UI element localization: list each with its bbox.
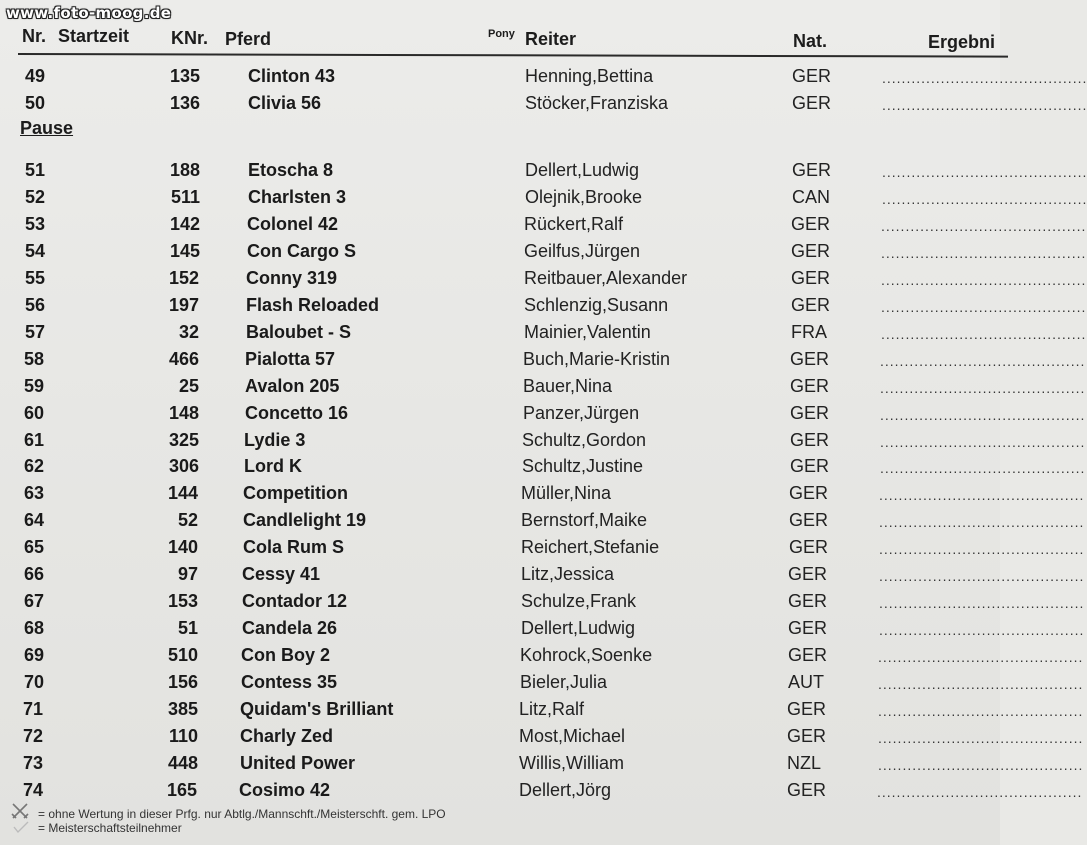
horse-number: 25 [178, 375, 199, 396]
rider-name: Bieler,Julia [520, 672, 608, 693]
header-reiter: Reiter [525, 29, 577, 49]
horse-name: Competition [243, 483, 348, 504]
horse-name: Etoscha 8 [248, 160, 334, 180]
header-divider [18, 53, 1008, 58]
horse-name: Pialotta 57 [245, 348, 336, 369]
horse-name: Candela 26 [242, 618, 338, 639]
table-row [0, 66, 1087, 88]
rider-name: Müller,Nina [521, 483, 612, 504]
nationality: GER [791, 267, 831, 288]
start-number: 61 [24, 429, 45, 450]
horse-number: 165 [166, 779, 197, 800]
table-row [0, 591, 1085, 613]
nationality: GER [787, 725, 827, 746]
horse-name: Concetto 16 [245, 402, 349, 423]
rider-name: Mainier,Valentin [524, 321, 651, 342]
table-row [0, 213, 1087, 236]
rider-name: Henning,Bettina [525, 66, 654, 86]
table-row [0, 348, 1086, 371]
start-number: 65 [24, 537, 45, 558]
result-blank: .......................................... [882, 164, 1087, 180]
start-number: 50 [25, 93, 46, 113]
rider-name: Schulze,Frank [521, 591, 637, 612]
table-row [0, 699, 1084, 721]
header-nat: Nat. [793, 31, 828, 51]
rider-name: Rückert,Ralf [524, 213, 624, 234]
rider-name: Reitbauer,Alexander [524, 267, 688, 288]
rider-name: Geilfus,Jürgen [524, 240, 641, 261]
nationality: GER [788, 618, 828, 639]
result-blank: .......................................... [882, 70, 1087, 86]
table-row [0, 752, 1084, 775]
nationality: GER [790, 456, 830, 477]
horse-number: 325 [168, 429, 199, 450]
horse-name: Cosimo 42 [239, 779, 331, 800]
result-blank: .......................................... [879, 568, 1085, 585]
start-number: 67 [24, 591, 45, 612]
horse-number: 153 [167, 591, 198, 612]
start-number: 62 [24, 456, 45, 477]
header-pony: Pony [488, 28, 515, 40]
start-number: 68 [24, 618, 45, 639]
rider-name: Dellert,Ludwig [521, 618, 636, 639]
horse-number: 145 [169, 240, 200, 261]
crossed-swords-icon [10, 802, 30, 820]
nationality: NZL [787, 752, 822, 773]
horse-number: 140 [167, 537, 198, 558]
rider-name: Litz,Jessica [521, 564, 615, 585]
legend-line-1: = ohne Wertung in dieser Prfg. nur Abtlg./Mannschft./Meisterschft. gem. LPO [38, 807, 446, 821]
horse-name: Baloubet - S [246, 321, 352, 342]
horse-name: Flash Reloaded [246, 294, 380, 315]
horse-number: 136 [169, 93, 200, 113]
result-blank: .......................................... [880, 406, 1086, 423]
horse-number: 152 [168, 267, 199, 288]
horse-name: Charlsten 3 [248, 186, 347, 207]
table-row [0, 321, 1087, 344]
start-number: 52 [25, 186, 46, 207]
rider-name: Most,Michael [519, 725, 626, 746]
result-blank: .......................................... [879, 541, 1085, 558]
horse-number: 511 [170, 186, 200, 207]
horse-name: Charly Zed [240, 725, 334, 746]
start-number: 57 [25, 321, 46, 342]
horse-name: United Power [240, 752, 356, 773]
horse-name: Con Boy 2 [241, 645, 331, 666]
horse-name: Clivia 56 [248, 93, 322, 113]
nationality: GER [792, 160, 832, 180]
horse-name: Con Cargo S [247, 240, 357, 261]
result-blank: .......................................... [878, 729, 1084, 746]
start-number: 66 [24, 564, 45, 585]
horse-number: 135 [169, 66, 200, 86]
nationality: GER [789, 510, 829, 531]
horse-number: 52 [177, 510, 198, 531]
table-row [0, 564, 1085, 586]
horse-number: 110 [168, 725, 198, 746]
start-number: 69 [24, 645, 45, 666]
result-blank: .......................................... [877, 783, 1083, 800]
horse-name: Lord K [244, 456, 302, 477]
result-blank: .......................................... [881, 244, 1087, 261]
result-blank: .......................................... [881, 217, 1087, 234]
horse-name: Candlelight 19 [243, 510, 367, 531]
horse-name: Cessy 41 [242, 564, 321, 585]
rider-name: Dellert,Ludwig [525, 160, 640, 180]
rider-name: Bernstorf,Maike [521, 510, 648, 531]
result-blank: .......................................... [878, 756, 1084, 773]
nationality: AUT [788, 672, 824, 693]
start-number: 59 [24, 375, 45, 396]
rider-name: Olejnik,Brooke [525, 186, 643, 207]
horse-name: Conny 319 [246, 267, 338, 288]
result-blank: .......................................... [878, 676, 1084, 693]
start-number: 64 [24, 510, 45, 531]
start-number: 58 [24, 348, 45, 369]
horse-number: 142 [169, 213, 200, 234]
nationality: GER [792, 93, 832, 113]
table-row [0, 429, 1086, 452]
result-blank: .......................................... [881, 325, 1087, 342]
result-blank: .......................................... [879, 595, 1085, 612]
horse-name: Colonel 42 [247, 213, 339, 234]
result-blank: .......................................... [882, 190, 1087, 207]
start-number: 71 [23, 699, 44, 719]
result-blank: .......................................... [880, 379, 1086, 396]
start-number: 70 [24, 672, 45, 693]
rider-name: Willis,William [519, 752, 624, 773]
header-knr: KNr. [171, 28, 209, 48]
nationality: GER [788, 564, 828, 585]
result-blank: .......................................... [879, 487, 1085, 504]
horse-number: 97 [177, 564, 198, 585]
start-number: 55 [25, 267, 46, 288]
header-startzeit: Startzeit [58, 26, 130, 46]
result-blank: .......................................... [878, 703, 1084, 719]
rider-name: Panzer,Jürgen [523, 402, 640, 423]
start-number: 74 [23, 779, 44, 800]
nationality: GER [789, 483, 829, 504]
result-blank: .......................................... [879, 514, 1085, 531]
result-blank: .......................................... [881, 271, 1087, 288]
nationality: GER [788, 591, 828, 612]
rider-name: Schultz,Justine [522, 456, 644, 477]
table-row [0, 510, 1085, 532]
horse-number: 306 [168, 456, 199, 477]
horse-number: 466 [168, 348, 199, 369]
table-row [0, 618, 1085, 640]
start-number: 51 [25, 160, 46, 180]
table-row [0, 779, 1083, 802]
rider-name: Buch,Marie-Kristin [523, 348, 671, 369]
start-number: 73 [23, 752, 44, 773]
horse-number: 144 [167, 483, 198, 504]
horse-number: 385 [167, 699, 198, 719]
horse-number: 197 [168, 294, 199, 315]
table-row [0, 267, 1087, 290]
result-blank: .......................................... [879, 622, 1085, 639]
start-number: 54 [25, 240, 46, 261]
header-ergebnis: Ergebni [928, 32, 996, 52]
table-row [0, 483, 1085, 505]
table-row [0, 160, 1087, 182]
start-number: 63 [24, 483, 45, 504]
horse-name: Clinton 43 [248, 66, 336, 86]
horse-name: Cola Rum S [243, 537, 345, 558]
nationality: GER [791, 240, 831, 261]
rider-name: Reichert,Stefanie [521, 537, 660, 558]
nationality: GER [790, 375, 830, 396]
horse-name: Avalon 205 [245, 375, 340, 396]
nationality: FRA [791, 321, 827, 342]
horse-number: 156 [167, 672, 198, 693]
horse-name: Contess 35 [241, 672, 338, 693]
nationality: GER [790, 348, 830, 369]
nationality: GER [790, 429, 830, 450]
table-row [0, 725, 1084, 748]
start-number: 60 [24, 402, 45, 423]
result-blank: .......................................... [882, 97, 1087, 113]
horse-number: 148 [168, 402, 199, 423]
nationality: GER [791, 294, 831, 315]
nationality: GER [789, 537, 829, 558]
rider-name: Kohrock,Soenke [520, 645, 653, 666]
horse-number: 188 [169, 160, 200, 180]
horse-name: Contador 12 [242, 591, 348, 612]
horse-name: Lydie 3 [244, 429, 306, 450]
legend-line-2: = Meisterschaftsteilnehmer [38, 821, 182, 835]
table-row [0, 456, 1086, 478]
watermark: www.foto-moog.de [6, 4, 172, 22]
table-row [0, 240, 1087, 263]
result-blank: .......................................... [880, 460, 1086, 477]
table-row [0, 537, 1085, 559]
result-blank: .......................................... [880, 352, 1086, 369]
nationality: CAN [792, 186, 831, 207]
start-number: 53 [25, 213, 46, 234]
checkmark-icon [12, 820, 30, 834]
table-row [0, 294, 1087, 317]
horse-name: Quidam's Brilliant [240, 699, 394, 719]
start-number: 72 [23, 725, 44, 746]
header-nr: Nr. [22, 26, 47, 46]
table-row [0, 645, 1084, 667]
table-row [0, 93, 1087, 115]
rider-name: Schultz,Gordon [522, 429, 647, 450]
result-blank: .......................................... [880, 433, 1086, 450]
rider-name: Bauer,Nina [523, 375, 613, 396]
result-blank: .......................................... [881, 298, 1087, 315]
table-row [0, 402, 1086, 425]
rider-name: Dellert,Jörg [519, 779, 612, 800]
table-row [0, 375, 1086, 398]
rider-name: Stöcker,Franziska [525, 93, 669, 113]
nationality: GER [791, 213, 831, 234]
start-number: 56 [25, 294, 46, 315]
nationality: GER [787, 779, 827, 800]
nationality: GER [787, 699, 827, 719]
horse-number: 448 [167, 752, 198, 773]
nationality: GER [792, 66, 832, 86]
pause-label: Pause [20, 118, 74, 138]
horse-number: 32 [178, 321, 199, 342]
result-blank: .......................................... [878, 649, 1084, 666]
horse-number: 510 [167, 645, 198, 666]
rider-name: Litz,Ralf [519, 699, 585, 719]
header-pferd: Pferd [225, 29, 272, 49]
table-row [0, 186, 1087, 209]
table-row [0, 672, 1084, 694]
horse-number: 51 [177, 618, 198, 639]
start-number: 49 [25, 66, 46, 86]
nationality: GER [788, 645, 828, 666]
nationality: GER [790, 402, 830, 423]
rider-name: Schlenzig,Susann [524, 294, 669, 315]
